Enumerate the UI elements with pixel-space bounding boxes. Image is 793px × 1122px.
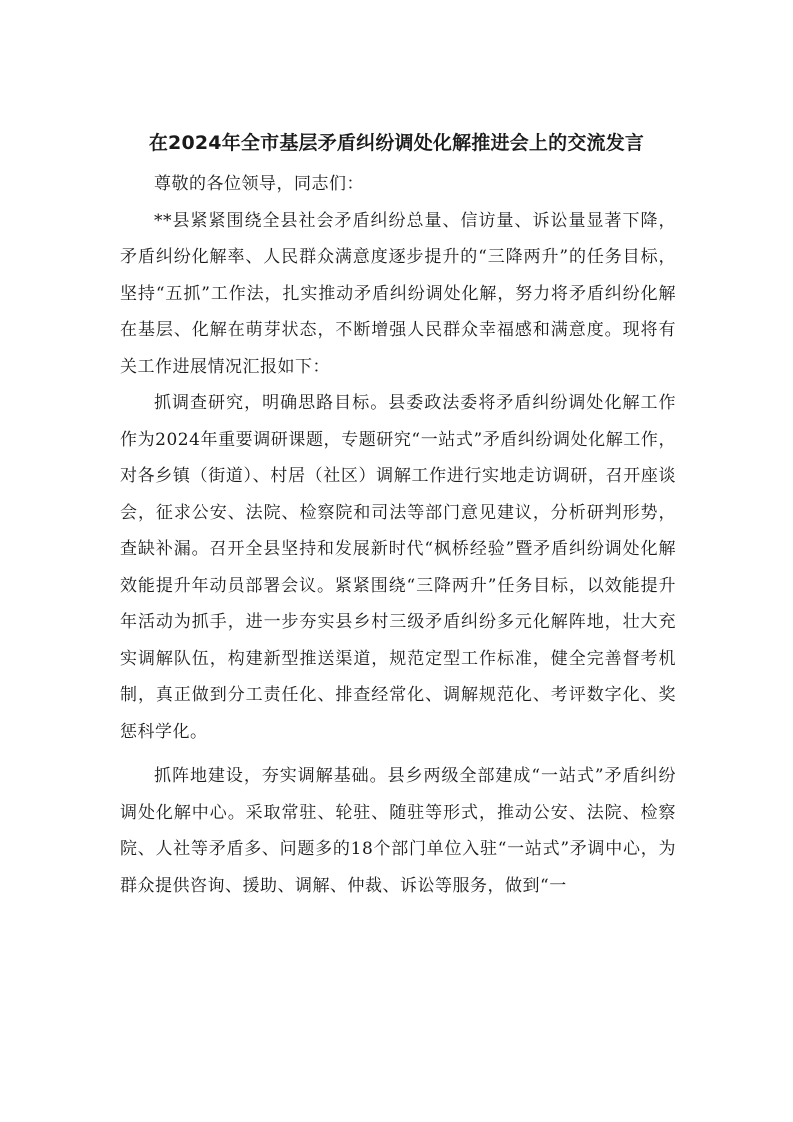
salutation-paragraph: 尊敬的各位领导，同志们： — [154, 174, 364, 194]
intro-paragraph: **县紧紧围绕全县社会矛盾纠纷总量、信访量、诉讼量显著下降，矛盾纠纷化解率、人民群众满意度逐步提升的“三降两升”的任务目标，坚持“五抓”工作法，扎实推动矛盾纠纷调处化解，努力将矛盾纠纷化解在基层、化解在萌芽状态，不断增强人民群众幸福感和满意度。现将有关工作进展情况汇报如下： — [120, 210, 676, 377]
document-body — [120, 166, 676, 904]
document-title: 在2024年全市基层矛盾纠纷调处化解推进会上的交流发言 — [148, 132, 645, 154]
research-paragraph: 抓调查研究，明确思路目标。县委政法委将矛盾纠纷调处化解工作作为2024年重要调研课题，专题研究“一站式”矛盾纠纷调处化解工作，对各乡镇（街道）、村居（社区）调解工作进行实地走访调研，召开座谈会，征求公安、法院、检察院和司法等部门意见建议，分析研判形势，查缺补漏。召开全县坚持和发展新时代“枫桥经验”暨矛盾纠纷调处化解效能提升年动员部署会议。紧紧围绕“三降两升”任务目标，以效能提升年活动为抓手，进一步夯实县乡村三级矛盾纠纷多元化解阵地，壮大充实调解队伍，构建新型推送渠道，规范定型工作标准，健全完善督考机制，真正做到分工责任化、排查经常化、调解规范化、考评数字化、奖惩科学化。 — [120, 393, 676, 742]
infrastructure-paragraph: 抓阵地建设，夯实调解基础。县乡两级全部建成“一站式”矛盾纠纷调处化解中心。采取常驻、轮驻、随驻等形式，推动公安、法院、检察院、人社等矛盾多、问题多的18个部门单位入驻“一站式”矛调中心，为群众提供咨询、援助、调解、仲裁、诉讼等服务，做到“一 — [120, 766, 676, 896]
